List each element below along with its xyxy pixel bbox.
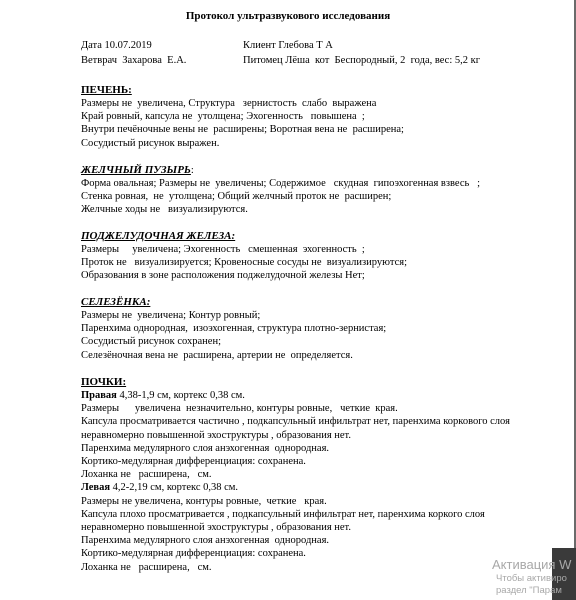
right-kidney-line: Размеры увеличена незначительно, контуры ровные, четкие края. — [81, 403, 398, 415]
left-kidney-line: Паренхима медулярного слоя анэхогенная однородная. — [81, 535, 330, 547]
pet-field: Питомец Лёша кот Беспородный, 2 года, вес: 5,2 кг — [243, 55, 481, 66]
date-field: Дата 10.07.2019 — [81, 40, 152, 51]
pancreas-heading: ПОДЖЕЛУДОЧНАЯ ЖЕЛЕЗА: — [81, 230, 236, 242]
watermark-line: раздел "Парам — [496, 585, 562, 596]
spleen-heading: СЕЛЕЗЁНКА: — [81, 296, 151, 308]
left-kidney-line: Лоханка не расширена, см. — [81, 561, 212, 573]
gallbladder-line: Желчные ходы не визуализируются. — [81, 204, 248, 216]
document-title: Протокол ультразвукового исследования — [185, 10, 391, 22]
watermark-line: Чтобы активиро — [496, 573, 567, 584]
left-kidney-line: Кортико-медулярная дифференциация: сохранена. — [81, 548, 306, 560]
spleen-section — [81, 296, 386, 362]
spleen-line: Размеры не увеличена; Контур ровный; — [81, 310, 261, 321]
left-kidney-size: 4,2-2,19 см, кортекс 0,38 см. — [110, 482, 239, 494]
left-kidney-label: Левая — [81, 482, 111, 494]
liver-heading: ПЕЧЕНЬ: — [81, 84, 132, 96]
liver-line: Край ровный, капсула не утолщена; Эхогенность повышена ; — [81, 111, 365, 123]
liver-line: Сосудистый рисунок выражен. — [81, 137, 220, 149]
kidneys-heading: ПОЧКИ: — [81, 376, 127, 388]
gallbladder-heading-colon: : — [190, 165, 194, 176]
right-kidney-line: Лоханка не расширена, см. — [81, 469, 212, 481]
client-field: Клиент Глебова Т А — [243, 40, 333, 51]
right-kidney-line: Паренхима медулярного слоя анэхогенная однородная. — [81, 442, 330, 454]
liver-line: Размеры не увеличена, Структура зернистость слабо выражена — [81, 98, 377, 109]
spleen-line: Селезёночная вена не расширена, артерии не определяется. — [81, 349, 353, 361]
right-kidney-line: Капсула просматривается частично , подкапсульный инфильтрат нет, паренхима коркового слоя неравномерно повышенной эхоструктуры , образования нет. — [81, 416, 510, 441]
spleen-line: Сосудистый рисунок сохранен; — [81, 336, 221, 348]
activation-watermark — [492, 557, 576, 597]
right-kidney-size: 4,38-1,9 см, кортекс 0,38 см. — [116, 390, 245, 401]
gallbladder-heading: ЖЕЛЧНЫЙ ПУЗЫРЬ — [81, 164, 191, 176]
watermark-line: Активация W — [492, 557, 572, 572]
right-kidney-label: Правая — [81, 390, 117, 401]
pancreas-line: Проток не визуализируется; Кровеносные сосуды не визуализируются; — [81, 257, 407, 269]
left-kidney-line: Капсула плохо просматривается , подкапсульный инфильтрат нет, паренхима коркого слоя неравномерно повышенной эхоструктуры , образования нет. — [81, 508, 485, 534]
spleen-line: Паренхима однородная, изоэхогенная, структура плотно-зернистая; — [81, 323, 387, 335]
liver-line: Внутри печёночные вены не расширены; Воротная вена не расширена; — [81, 124, 404, 136]
gallbladder-line: Стенка ровная, не утолщена; Общий желчный проток не расширен; — [81, 191, 392, 203]
kidneys-section — [81, 376, 533, 574]
left-kidney-line: Размеры не увеличена, контуры ровные, четкие края. — [81, 495, 327, 507]
liver-section — [81, 84, 404, 150]
gallbladder-line: Форма овальная; Размеры не увеличены; Содержимое скудная гипоэхогенная взвесь ; — [81, 178, 481, 189]
pancreas-section — [81, 230, 407, 283]
right-kidney-line: Кортико-медулярная дифференциация: сохранена. — [81, 456, 306, 468]
vet-field: Ветврач Захарова Е.А. — [81, 55, 187, 66]
gallbladder-section — [81, 164, 480, 217]
pancreas-line: Образования в зоне расположения поджелудочной железы Нет; — [81, 270, 365, 282]
pancreas-line: Размеры увеличена; Эхогенность смешенная эхогенность ; — [81, 244, 365, 255]
